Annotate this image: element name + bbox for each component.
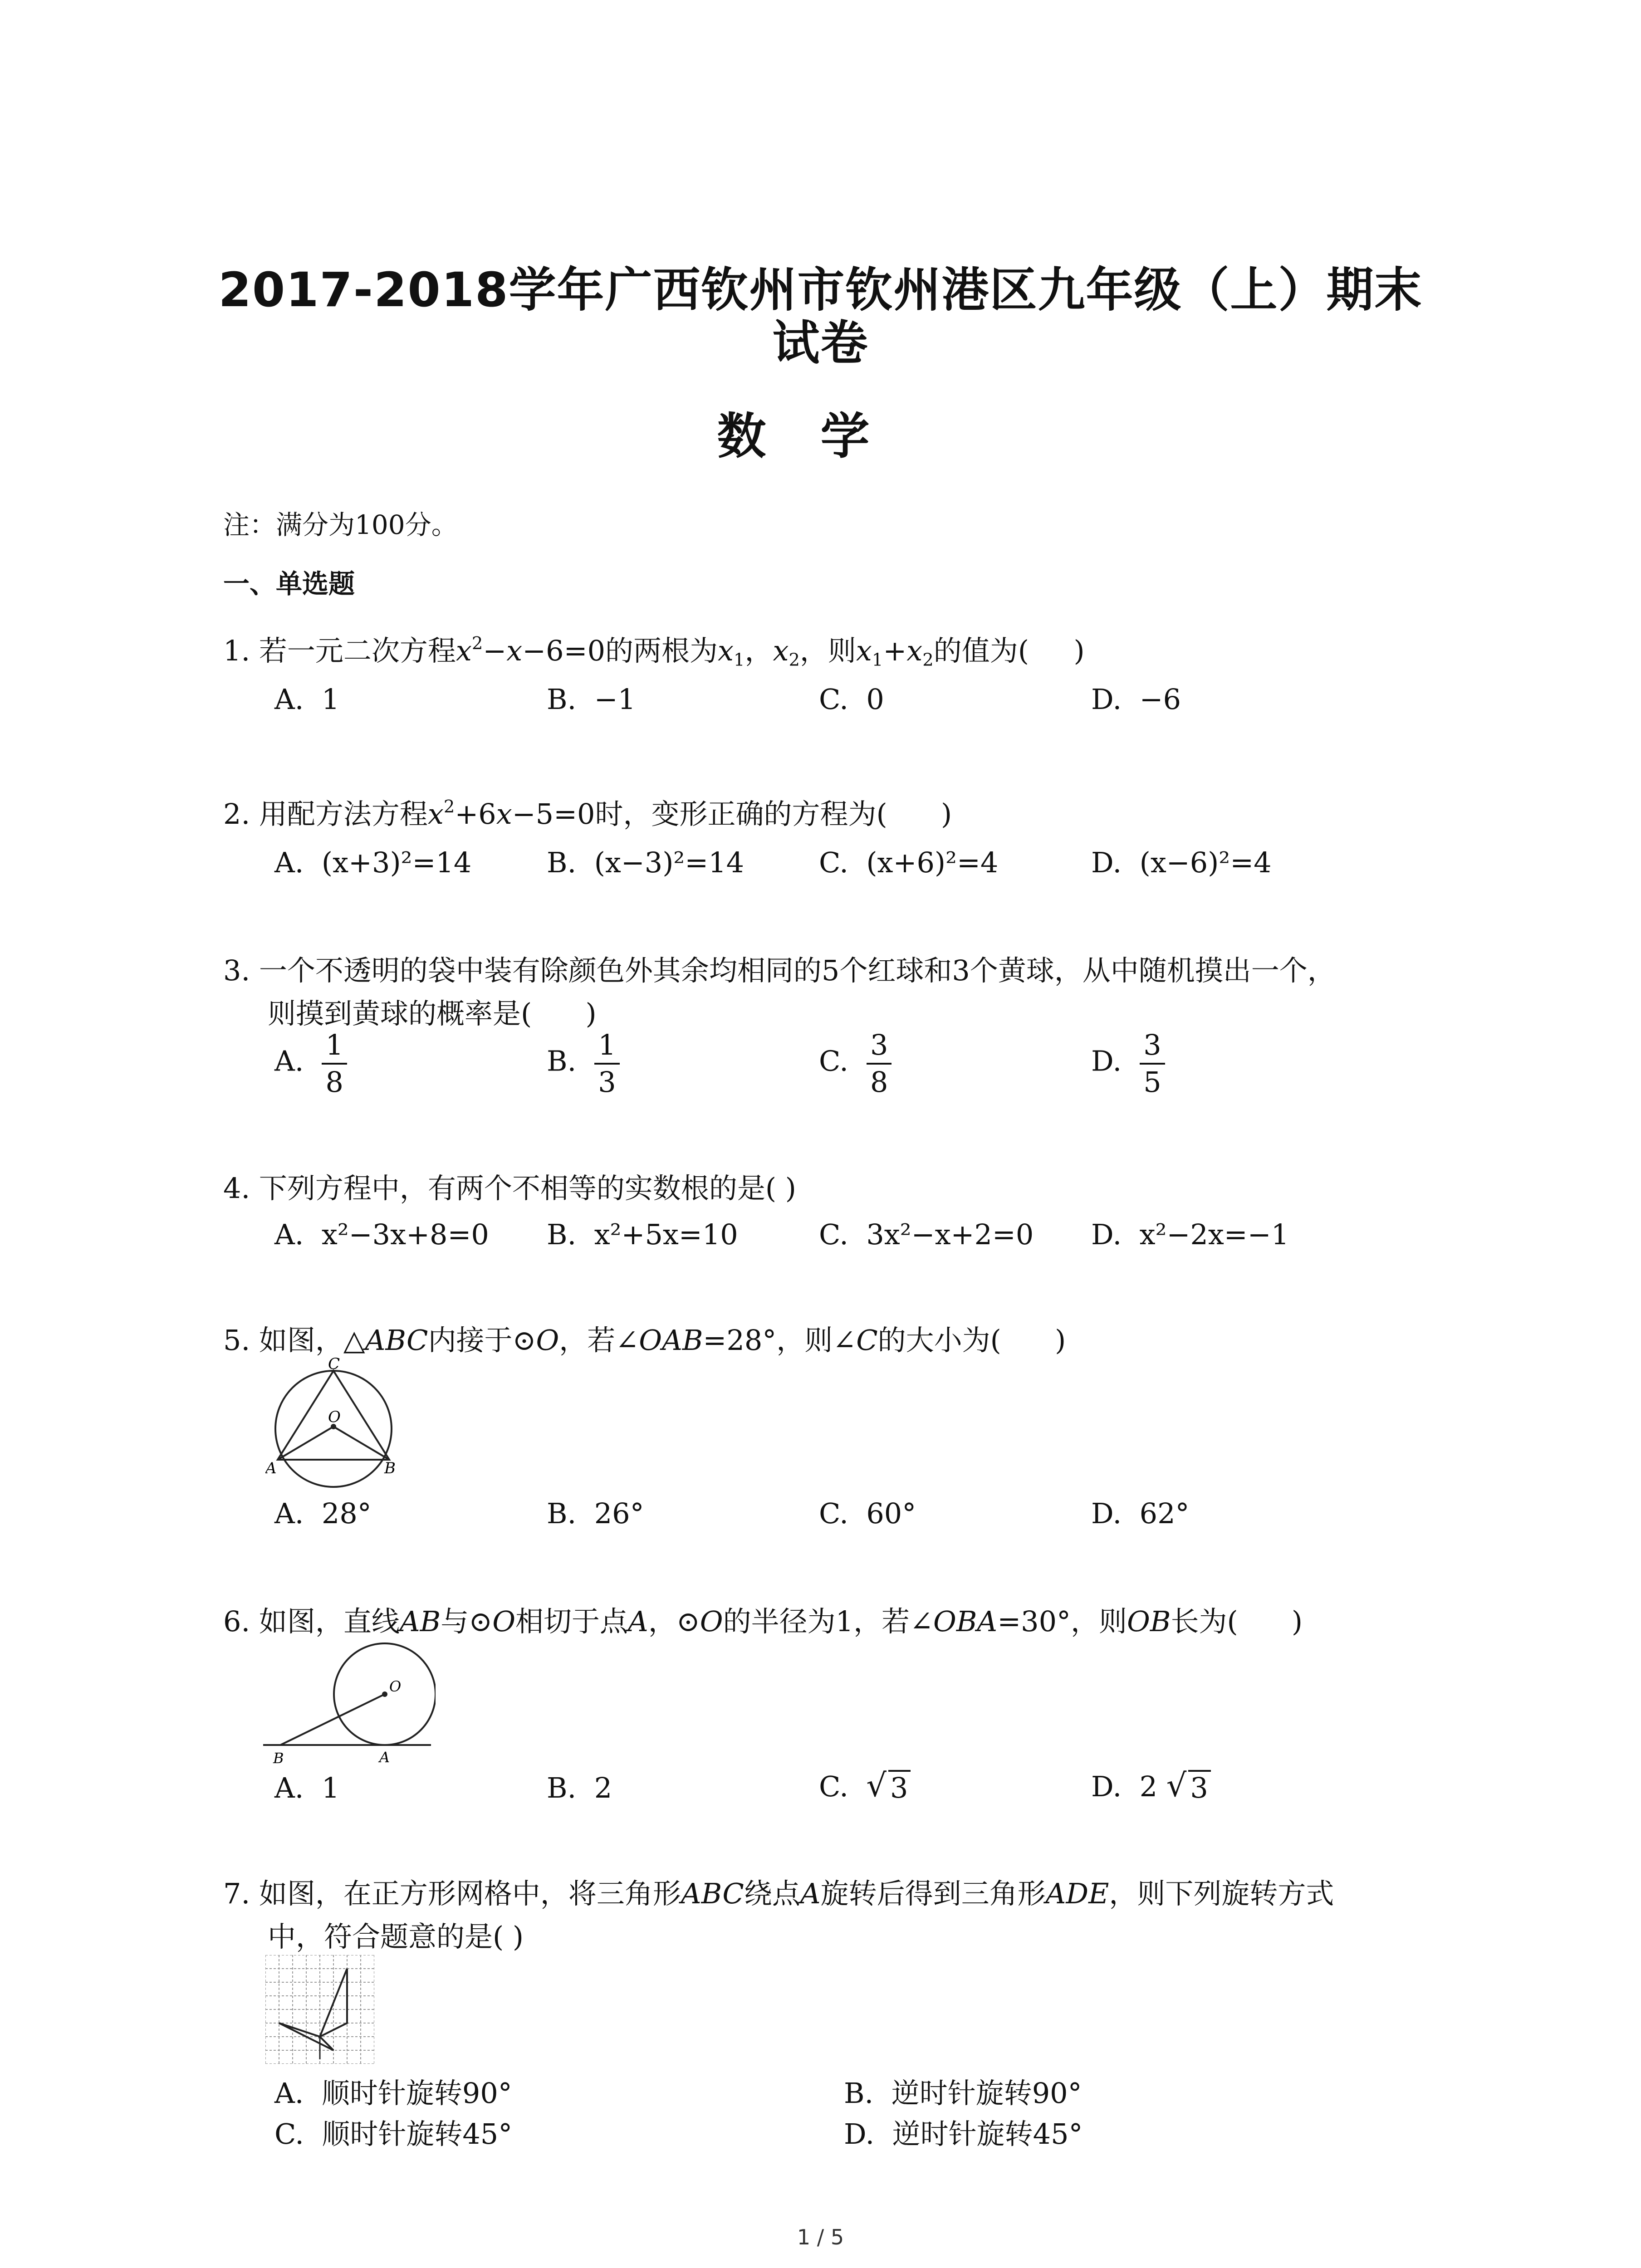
question-number: 5. bbox=[223, 1324, 250, 1357]
label-a: A bbox=[379, 1749, 390, 1766]
question-2: 2. 用配方法方程$x^2+6x-5=0$时，变形正确的方程为( ) bbox=[223, 797, 952, 831]
q6-option-b[interactable]: B. 2 bbox=[547, 1771, 612, 1804]
q2-option-a[interactable]: A. (x+3)²=14 bbox=[274, 846, 472, 879]
question-7-line2: 中，符合题意的是( ) bbox=[268, 1920, 524, 1953]
q3-option-c[interactable]: C. $\frac{3}{8}$ bbox=[819, 1027, 892, 1100]
q7-option-d[interactable]: D. 逆时针旋转45° bbox=[844, 2117, 1083, 2151]
question-number: 6. bbox=[223, 1605, 250, 1638]
q7-option-b[interactable]: B. 逆时针旋转90° bbox=[844, 2077, 1082, 2110]
circle-triangle-figure bbox=[265, 1356, 406, 1488]
q3-option-d[interactable]: D. $\frac{3}{5}$ bbox=[1091, 1027, 1165, 1100]
q5-option-c[interactable]: C. 60° bbox=[819, 1497, 916, 1530]
question-7: 7. 如图，在正方形网格中，将三角形ABC绕点A旋转后得到三角形ADE，则下列旋转方式 bbox=[223, 1877, 1334, 1910]
center-point bbox=[382, 1691, 387, 1697]
document-title-line2: 试卷 bbox=[772, 315, 869, 371]
sqrt-expression: √ 3 bbox=[866, 1767, 911, 1804]
q3-option-b[interactable]: B. $\frac{1}{3}$ bbox=[547, 1027, 620, 1100]
question-number: 1. bbox=[223, 634, 250, 667]
question-3-line2: 则摸到黄球的概率是( ) bbox=[268, 997, 597, 1030]
q4-option-c[interactable]: C. 3x²−x+2=0 bbox=[819, 1218, 1034, 1251]
document-title-line1: 2017-2018学年广西钦州市钦州港区九年级（上）期末 bbox=[218, 262, 1423, 318]
question-number: 4. bbox=[223, 1172, 250, 1205]
q6-option-d[interactable]: D. 2 √ 3 bbox=[1091, 1767, 1211, 1804]
question-number: 2. bbox=[223, 797, 250, 831]
q1-option-a[interactable]: A. 1 bbox=[274, 683, 340, 716]
q2-option-b[interactable]: B. (x−3)²=14 bbox=[547, 846, 745, 879]
q2-option-d[interactable]: D. (x−6)²=4 bbox=[1091, 846, 1272, 879]
q5-option-a[interactable]: A. 28° bbox=[274, 1497, 372, 1530]
q6-option-a[interactable]: A. 1 bbox=[274, 1771, 340, 1804]
label-b: B bbox=[273, 1750, 284, 1767]
q4-option-a[interactable]: A. x²−3x+8=0 bbox=[274, 1218, 489, 1251]
segment-ob bbox=[333, 1427, 389, 1460]
page-number: 1 / 5 bbox=[797, 2225, 844, 2249]
tangent-circle-figure bbox=[263, 1635, 436, 1767]
q4-option-d[interactable]: D. x²−2x=−1 bbox=[1091, 1218, 1289, 1251]
label-o: O bbox=[389, 1678, 402, 1695]
label-a: A bbox=[265, 1459, 277, 1477]
question-number: 7. bbox=[223, 1877, 250, 1910]
section-title: 一、单选题 bbox=[223, 568, 355, 599]
score-note: 注：满分为100分。 bbox=[223, 509, 458, 540]
q4-option-b[interactable]: B. x²+5x=10 bbox=[547, 1218, 738, 1251]
segment-oa bbox=[278, 1427, 333, 1460]
question-1: 1. 若一元二次方程$x^2-x-6=0$的两根为$x_1$，$x_2$，则$x_1+x_2$的值为( ) bbox=[223, 633, 1085, 670]
label-o: O bbox=[328, 1408, 341, 1426]
q6-option-c[interactable]: C. √ 3 bbox=[819, 1767, 911, 1804]
subject-heading: 数学 bbox=[717, 408, 924, 465]
q2-option-c[interactable]: C. (x+6)²=4 bbox=[819, 846, 999, 879]
segment-bo bbox=[280, 1694, 385, 1745]
question-6: 6. 如图，直线AB与⊙O相切于点A，⊙O的半径为1，若∠OBA=30°，则OB长为( ) bbox=[223, 1605, 1303, 1638]
label-b: B bbox=[384, 1459, 396, 1477]
rotation-grid-figure bbox=[265, 1955, 374, 2064]
q1-option-b[interactable]: B. −1 bbox=[547, 683, 636, 716]
q5-option-d[interactable]: D. 62° bbox=[1091, 1497, 1190, 1530]
question-4: 4. 下列方程中，有两个不相等的实数根的是( ) bbox=[223, 1172, 796, 1205]
q7-option-a[interactable]: A. 顺时针旋转90° bbox=[274, 2077, 512, 2110]
question-5: 5. 如图，△ABC内接于⊙O，若∠OAB=28°，则∠C的大小为( ) bbox=[223, 1324, 1066, 1357]
question-number: 3. bbox=[223, 954, 250, 987]
label-c: C bbox=[328, 1356, 340, 1373]
q1-option-c[interactable]: C. 0 bbox=[819, 683, 884, 716]
question-3: 3. 一个不透明的袋中装有除颜色外其余均相同的5个红球和3个黄球，从中随机摸出一个， bbox=[223, 954, 1336, 987]
sqrt-expression: √ 3 bbox=[1166, 1767, 1211, 1804]
q3-option-a[interactable]: A. $\frac{1}{8}$ bbox=[274, 1027, 347, 1100]
q5-option-b[interactable]: B. 26° bbox=[547, 1497, 644, 1530]
q7-option-c[interactable]: C. 顺时针旋转45° bbox=[274, 2117, 513, 2151]
q1-option-d[interactable]: D. −6 bbox=[1091, 683, 1181, 716]
